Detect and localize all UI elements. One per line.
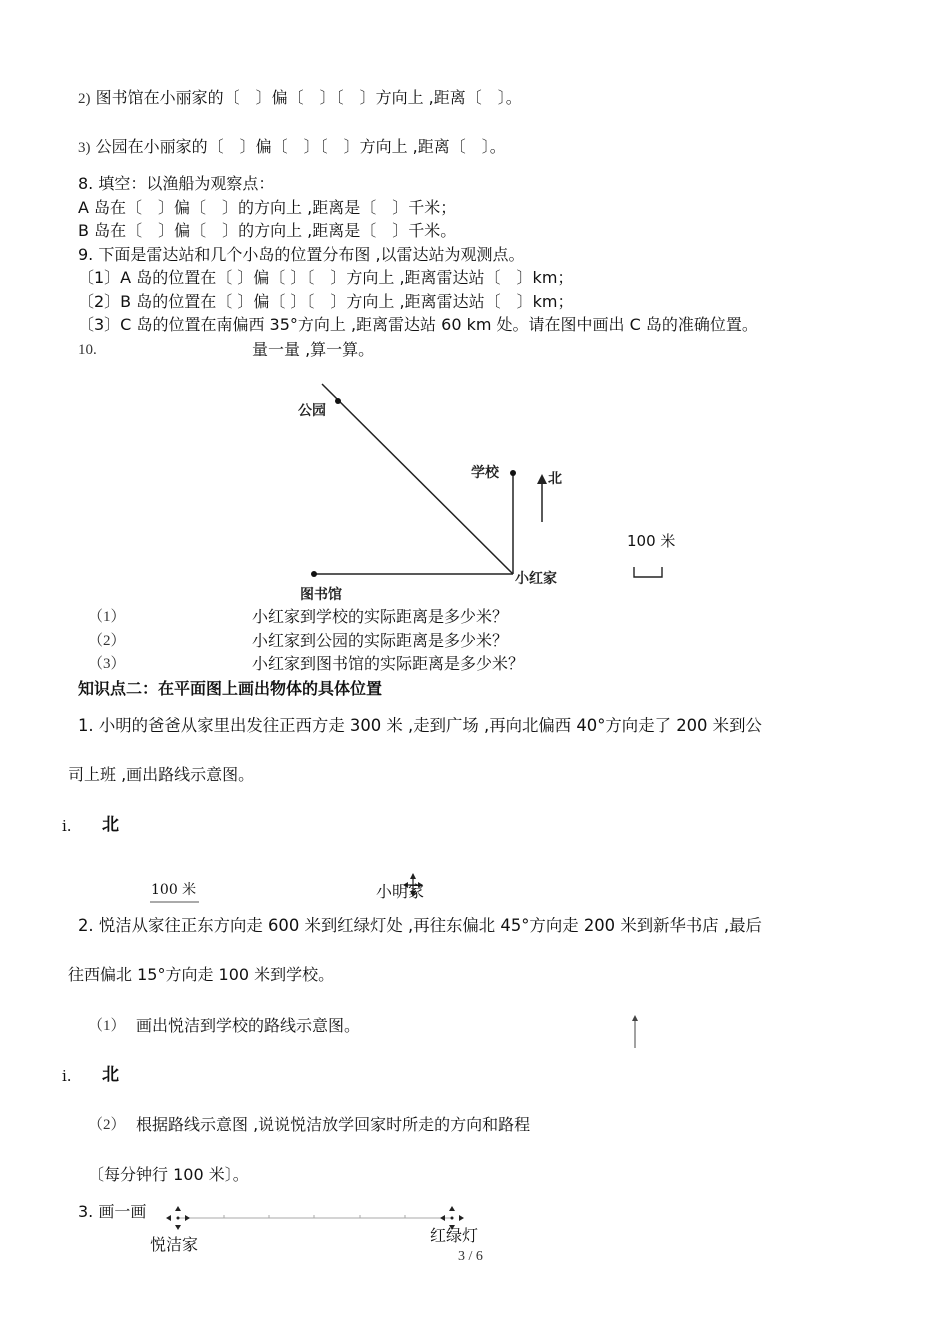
library-dot [311,571,317,577]
p3-light-label: 红绿灯 [430,1226,479,1245]
q9-line-1: 〔1〕A 岛的位置在〔 〕偏〔 〕〔 〕方向上 ,距离雷达站〔 〕km； [78,268,574,287]
p2-sub2-text: 根据路线示意图 ,说说悦洁放学回家时所走的方向和路程 [136,1115,531,1134]
p1-scale-label: 100 米 [151,882,197,898]
north-label: 北 [548,471,562,487]
p1-home-label: 小明家 [376,882,425,901]
library-label: 图书馆 [300,587,342,603]
q10-scale-label: 100 米 [627,532,676,550]
q8-title: 8. 填空：以渔船为观察点： [78,174,275,193]
q9-title: 9. 下面是雷达站和几个小岛的位置分布图 ,以雷达站为观测点。 [78,245,525,264]
p2-north-label: 北 [102,1065,119,1085]
q7-item-3 [78,137,506,158]
p1-line-1: 1. 小明的爸爸从家里出发往正西方走 300 米 ,走到广场 ,再向北偏西 40°方向走了 200 米到公 [78,716,762,735]
p2-sub1-text: 画出悦洁到学校的路线示意图。 [136,1016,361,1035]
q10-sub2-text: 小红家到公园的实际距离是多少米？ [252,631,509,650]
p3-route-axis [164,1204,466,1234]
p2-sub1-number: （1） [88,1018,126,1034]
p2-marker: i. [62,1067,72,1085]
q10-number: 10. [78,342,97,358]
p1-scale-bar [149,897,201,905]
item-text: 图书馆在小丽家的〔 〕偏〔 〕〔 〕方向上 ,距离〔 〕。 [95,88,522,107]
q9-line-3: 〔3〕C 岛的位置在南偏西 35°方向上 ,距离雷达站 60 km 处。请在图中画出 C 岛的准确位置。 [78,315,758,334]
q10-title: 量一量 ,算一算。 [252,340,375,359]
p1-line-2: 司上班 ,画出路线示意图。 [68,765,255,784]
p2-sub2-text-cont: 〔每分钟行 100 米〕。 [88,1165,249,1184]
p3-home-label: 悦洁家 [150,1235,199,1254]
q8-line-b: B 岛在〔 〕偏〔 〕的方向上 ,距离是〔 〕千米。 [78,221,457,240]
section-2-title: 知识点二：在平面图上画出物体的具体位置 [78,679,383,698]
q10-scale-bar [632,566,666,580]
park-label: 公园 [298,403,326,419]
p1-north-label: 北 [102,815,119,835]
item-number: 3) [78,140,91,156]
q8-line-a: A 岛在〔 〕偏〔 〕的方向上 ,距离是〔 〕千米； [78,198,457,217]
q10-map [290,380,590,608]
q10-sub1-text: 小红家到学校的实际距离是多少米？ [252,607,509,626]
q10-sub3-number: （3） [88,656,126,672]
q10-sub3-text: 小红家到图书馆的实际距离是多少米？ [252,654,525,673]
park-dot [335,398,341,404]
north-arrow-head [537,474,547,484]
item-text: 公园在小丽家的〔 〕偏〔 〕〔 〕方向上 ,距离〔 〕。 [95,137,506,156]
home-compass-icon [166,1206,190,1230]
q10-sub1-number: （1） [88,609,126,625]
home-label: 小红家 [515,571,557,587]
q7-item-2 [78,88,522,109]
p2-north-arrow-icon [629,1014,641,1050]
q9-line-2: 〔2〕B 岛的位置在〔 〕偏〔 〕〔 〕方向上 ,距离雷达站〔 〕km； [78,292,574,311]
p1-marker: i. [62,817,72,835]
q10-sub2-number: （2） [88,633,126,649]
school-dot [510,470,516,476]
item-number: 2) [78,91,91,107]
p2-line-2: 往西偏北 15°方向走 100 米到学校。 [68,965,335,984]
p2-sub2-number: （2） [88,1117,126,1133]
school-label: 学校 [471,465,499,481]
p2-line-1: 2. 悦洁从家往正东方向走 600 米到红绿灯处 ,再往东偏北 45°方向走 200 米到新华书店 ,最后 [78,916,762,935]
p3-title: 3. 画一画 [78,1202,147,1221]
page-number: 3 / 6 [458,1249,483,1264]
